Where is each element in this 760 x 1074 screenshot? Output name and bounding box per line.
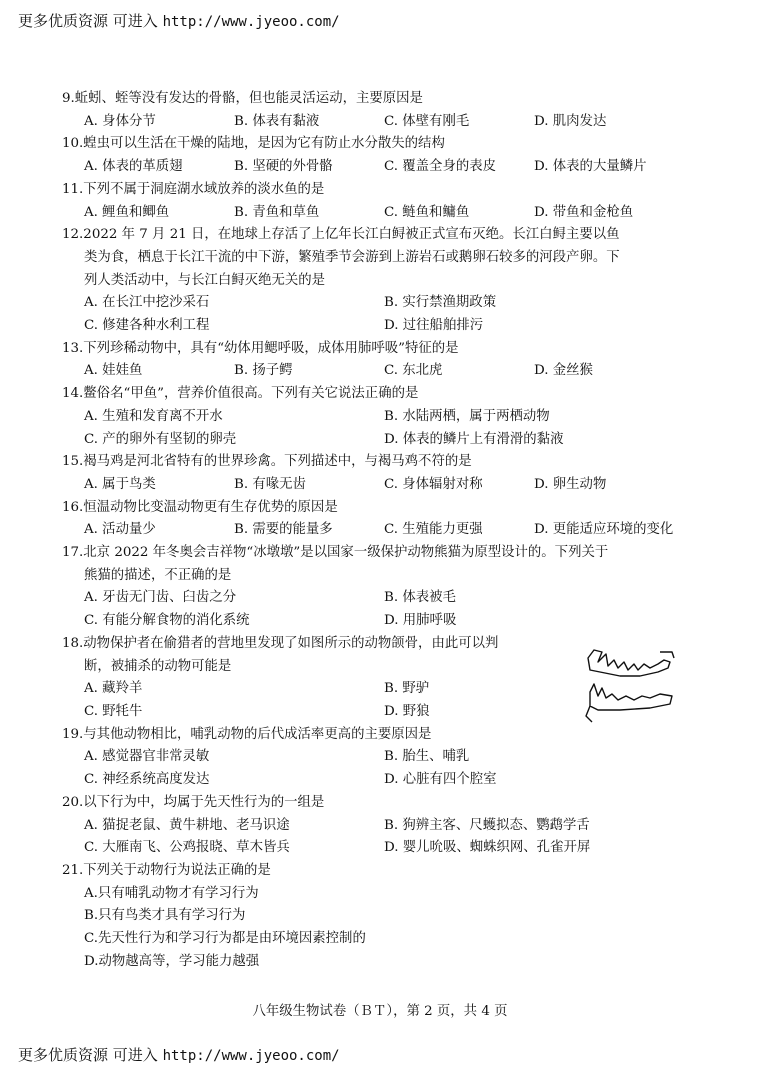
option-a: A.只有哺乳动物才有学习行为 xyxy=(84,885,259,901)
question-18-stem-line-1: 18.动物保护者在偷猎者的营地里发现了如图所示的动物颌骨，由此可以判 xyxy=(62,635,499,651)
option-b: B. 实行禁渔期政策 xyxy=(384,295,497,311)
option-a: A. 身体分节 xyxy=(84,113,156,129)
banner-text: 更多优质资源 可进入 xyxy=(18,1046,158,1064)
option-a: A. 生殖和发育离不开水 xyxy=(84,408,223,424)
option-c: C. 神经系统高度发达 xyxy=(84,772,210,788)
question-12-stem-line-1: 12.2022 年 7 月 21 日，在地球上存活了上亿年长江白鲟被正式宣布灭绝。长江白鲟主要以鱼 xyxy=(62,227,620,243)
option-b: B. 有喙无齿 xyxy=(234,476,306,492)
question-17-stem-line-2: 熊猫的描述，不正确的是 xyxy=(84,567,232,583)
option-a: A. 鲤鱼和鲫鱼 xyxy=(84,204,170,220)
question-19-options-row-1 xyxy=(62,746,702,769)
question-14-options-row-1 xyxy=(62,406,702,429)
option-d: D. 卵生动物 xyxy=(534,476,607,492)
option-a: A. 在长江中挖沙采石 xyxy=(84,295,210,311)
question-20-options-row-2 xyxy=(62,837,702,860)
question-13-options xyxy=(62,360,702,383)
option-d: D. 体表的鳞片上有滑滑的黏液 xyxy=(384,431,564,447)
option-b: B. 狗辨主客、尺蠖拟态、鹦鹉学舌 xyxy=(384,817,590,833)
option-a: A. 属于鸟类 xyxy=(84,476,156,492)
option-d: D. 过往船舶排污 xyxy=(384,318,484,334)
option-b: B.只有鸟类才具有学习行为 xyxy=(84,908,246,924)
option-c: C. 东北虎 xyxy=(384,363,443,379)
option-c: C. 野牦牛 xyxy=(84,703,143,719)
question-17-stem-line-1: 17.北京 2022 年冬奥会吉祥物“冰墩墩”是以国家一级保护动物熊猫为原型设计的。下列关于 xyxy=(62,545,609,561)
question-16-options xyxy=(62,519,702,542)
option-b: B. 青鱼和草鱼 xyxy=(234,204,320,220)
option-b: B. 需要的能量多 xyxy=(234,522,333,538)
option-c: C. 鲢鱼和鳙鱼 xyxy=(384,204,470,220)
option-a: A. 猫捉老鼠、黄牛耕地、老马识途 xyxy=(84,817,290,833)
question-20-options-row-1 xyxy=(62,815,702,838)
option-b: B. 野驴 xyxy=(384,681,430,697)
option-b: B. 体表有黏液 xyxy=(234,113,320,129)
question-12-stem-line-2: 类为食，栖息于长江干流的中下游，繁殖季节会游到上游岩石或鹅卵石较多的河段产卵。下 xyxy=(84,249,620,265)
question-list xyxy=(62,88,702,973)
question-20-stem: 20.以下行为中，均属于先天性行为的一组是 xyxy=(62,794,325,810)
option-c: C. 修建各种水利工程 xyxy=(84,318,210,334)
page-footer: 八年级生物试卷（ＢＴ），第 2 页，共 4 页 xyxy=(252,1004,508,1019)
question-13-stem: 13.下列珍稀动物中，具有“幼体用鳃呼吸，成体用肺呼吸”特征的是 xyxy=(62,340,459,356)
option-d: D. 心脏有四个腔室 xyxy=(384,772,497,788)
option-d: D.动物越高等，学习能力越强 xyxy=(84,953,260,969)
option-d: D. 金丝猴 xyxy=(534,363,593,379)
option-d: D. 更能适应环境的变化 xyxy=(534,522,674,538)
option-c: C. 覆盖全身的表皮 xyxy=(384,159,497,175)
option-c: C.先天性行为和学习行为都是由环境因素控制的 xyxy=(84,931,366,947)
option-a: A. 牙齿无门齿、臼齿之分 xyxy=(84,590,237,606)
option-b: B. 体表被毛 xyxy=(384,590,456,606)
banner-top xyxy=(18,10,340,31)
banner-link[interactable]: http://www.jyeoo.com/ xyxy=(162,14,340,30)
question-14-options-row-2 xyxy=(62,429,702,452)
question-16-stem: 16.恒温动物比变温动物更有生存优势的原因是 xyxy=(62,499,338,515)
question-17-options-row-2 xyxy=(62,610,702,633)
question-19-options-row-2 xyxy=(62,769,702,792)
question-9-stem: 9.蚯蚓、蛭等没有发达的骨骼，但也能灵活运动，主要原因是 xyxy=(62,91,423,106)
question-10-stem: 10.蝗虫可以生活在干燥的陆地，是因为它有防止水分散失的结构 xyxy=(62,136,445,152)
option-d: D. 体表的大量鳞片 xyxy=(534,159,647,175)
option-a: A. 娃娃鱼 xyxy=(84,363,143,379)
question-21-stem: 21.下列关于动物行为说法正确的是 xyxy=(62,862,271,878)
option-b: B. 水陆两栖，属于两栖动物 xyxy=(384,408,550,424)
question-15-options xyxy=(62,474,702,497)
question-12-options-row-1 xyxy=(62,292,702,315)
upper-jaw xyxy=(588,650,670,676)
jaw-bone-figure xyxy=(580,640,680,725)
banner-text: 更多优质资源 可进入 xyxy=(18,12,158,30)
option-b: B. 坚硬的外骨骼 xyxy=(234,159,333,175)
question-10-options xyxy=(62,156,702,179)
banner-link[interactable]: http://www.jyeoo.com/ xyxy=(162,1048,340,1064)
option-a: A. 感觉器官非常灵敏 xyxy=(84,749,210,765)
option-b: B. 胎生、哺乳 xyxy=(384,749,470,765)
option-c: C. 大雁南飞、公鸡报晓、草木皆兵 xyxy=(84,840,290,856)
option-c: C. 生殖能力更强 xyxy=(384,522,483,538)
option-b: B. 扬子鳄 xyxy=(234,363,293,379)
option-d: D. 野狼 xyxy=(384,703,430,719)
question-9-options xyxy=(62,111,702,134)
question-15-stem: 15.褐马鸡是河北省特有的世界珍禽。下列描述中，与褐马鸡不符的是 xyxy=(62,454,472,470)
option-a: A. 体表的革质翅 xyxy=(84,159,183,175)
upper-jaw-line xyxy=(660,652,674,658)
option-d: D. 用肺呼吸 xyxy=(384,613,457,629)
option-c: C. 产的卵外有坚韧的卵壳 xyxy=(84,431,237,447)
banner-bottom xyxy=(18,1044,340,1065)
option-c: C. 体壁有刚毛 xyxy=(384,113,470,129)
question-18-stem-line-2: 断，被捕杀的动物可能是 xyxy=(84,658,232,674)
option-a: A. 活动量少 xyxy=(84,522,156,538)
question-12-options-row-2 xyxy=(62,315,702,338)
option-c: C. 有能分解食物的消化系统 xyxy=(84,613,250,629)
question-14-stem: 14.鳖俗名“甲鱼”，营养价值很高。下列有关它说法正确的是 xyxy=(62,386,419,402)
question-12-stem-line-3: 列人类活动中，与长江白鲟灭绝无关的是 xyxy=(84,272,326,288)
option-a: A. 藏羚羊 xyxy=(84,681,143,697)
question-17-options-row-1 xyxy=(62,587,702,610)
question-19-stem: 19.与其他动物相比，哺乳动物的后代成活率更高的主要原因是 xyxy=(62,726,432,742)
option-d: D. 婴儿吮吸、蜘蛛织网、孔雀开屏 xyxy=(384,840,591,856)
question-11-options xyxy=(62,202,702,225)
lower-jaw-ramus xyxy=(586,706,592,722)
option-d: D. 带鱼和金枪鱼 xyxy=(534,204,634,220)
option-d: D. 肌肉发达 xyxy=(534,113,607,129)
lower-jaw xyxy=(590,684,672,710)
question-11-stem: 11.下列不属于洞庭湖水域放养的淡水鱼的是 xyxy=(62,181,325,197)
option-c: C. 身体辐射对称 xyxy=(384,476,483,492)
